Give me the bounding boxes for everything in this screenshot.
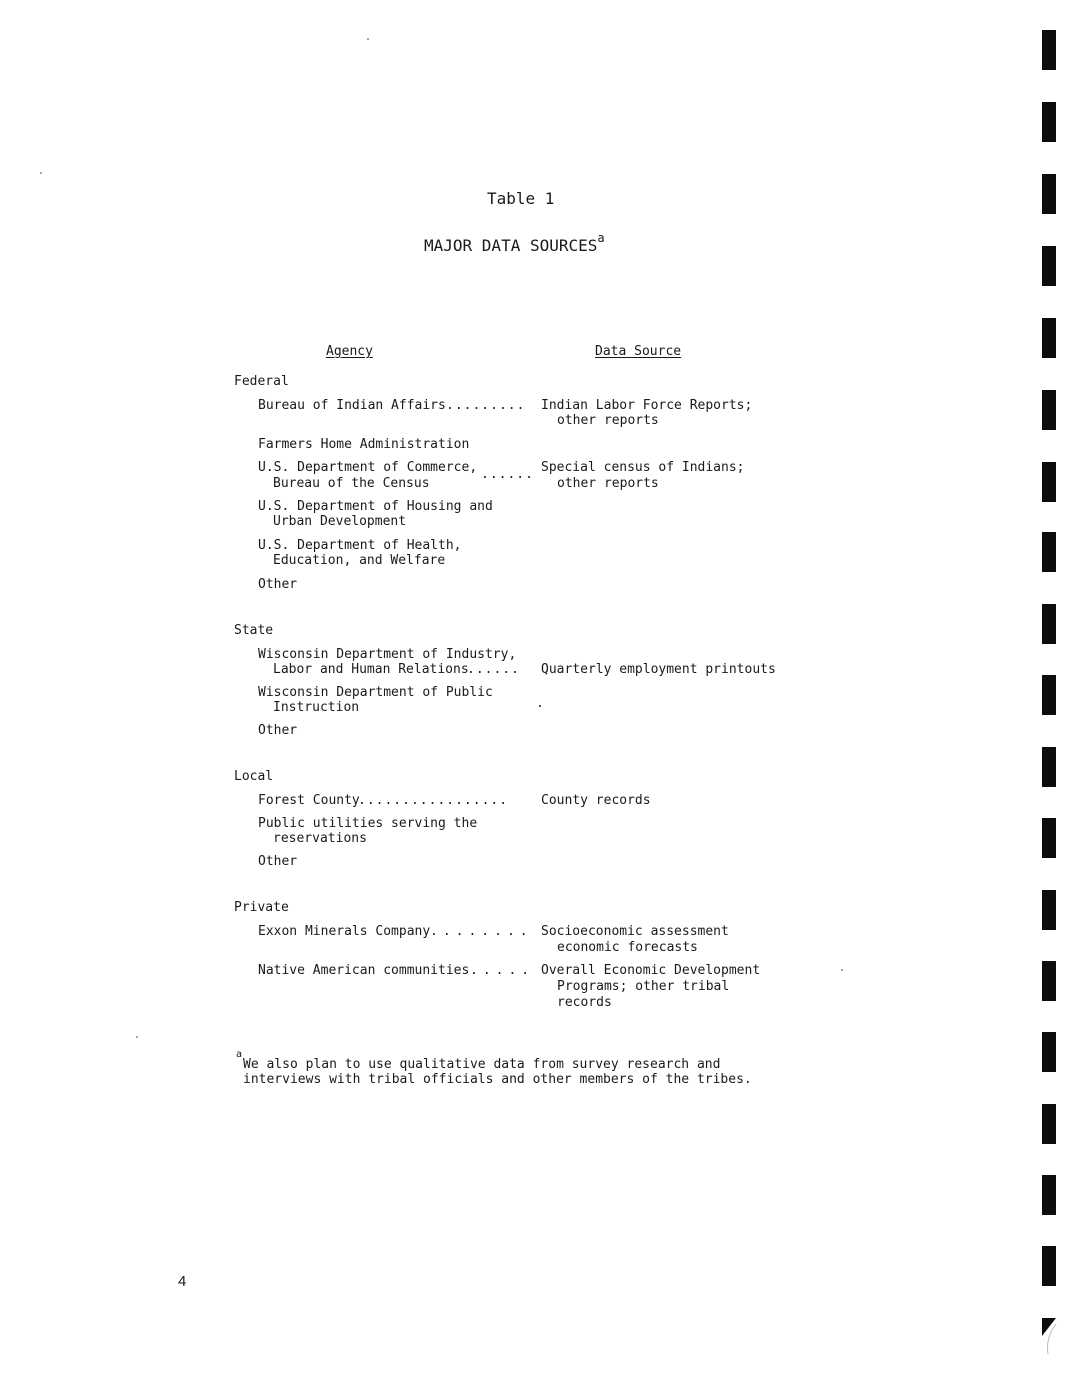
agency-dpi-line1: Wisconsin Department of Public xyxy=(258,685,493,700)
binding-hole xyxy=(1042,1246,1056,1286)
source-native-line1: Overall Economic Development xyxy=(541,963,761,978)
binding-hole xyxy=(1042,1175,1056,1215)
binding-hole xyxy=(1042,30,1056,70)
leader-dot: . xyxy=(536,696,544,711)
agency-utilities-line2: reservations xyxy=(273,831,367,846)
agency-dilhr-line1: Wisconsin Department of Industry, xyxy=(258,647,517,662)
agency-bia: Bureau of Indian Affairs xyxy=(258,398,446,413)
agency-hud-line2: Urban Development xyxy=(273,514,407,529)
binding-hole xyxy=(1042,318,1056,358)
source-exxon-line1: Socioeconomic assessment xyxy=(541,924,729,939)
binding-hole xyxy=(1042,747,1056,787)
source-bia-line2: other reports xyxy=(557,413,659,428)
agency-federal-other: Other xyxy=(258,577,298,592)
binding-hole xyxy=(1042,675,1056,715)
binding-hole-partial-icon xyxy=(1040,1316,1060,1360)
leader-dots: ...... xyxy=(481,467,534,482)
footnote-line1: We also plan to use qualitative data from survey research and xyxy=(243,1057,721,1072)
binding-hole xyxy=(1042,532,1056,572)
binding-hole xyxy=(1042,1104,1056,1144)
leader-dots: ................. xyxy=(358,793,509,808)
footnote-marker: a xyxy=(236,1049,243,1060)
binding-hole xyxy=(1042,818,1056,858)
binding-hole xyxy=(1042,246,1056,286)
table-number: Table 1 xyxy=(487,189,555,208)
source-forest-county: County records xyxy=(541,793,651,808)
leader-dots: ......... xyxy=(446,398,526,413)
binding-hole xyxy=(1042,604,1056,644)
section-heading-local: Local xyxy=(234,769,274,784)
column-header-agency: Agency xyxy=(326,344,373,359)
leader-dots: ........ xyxy=(430,924,533,939)
agency-commerce-line2: Bureau of the Census xyxy=(273,476,430,491)
source-native-line3: records xyxy=(557,995,612,1010)
source-dilhr: Quarterly employment printouts xyxy=(541,662,776,677)
table-title xyxy=(424,231,605,255)
agency-hew-line2: Education, and Welfare xyxy=(273,553,446,568)
agency-dilhr-line2: Labor and Human Relations xyxy=(273,662,469,677)
agency-hud-line1: U.S. Department of Housing and xyxy=(258,499,493,514)
source-bia-line1: Indian Labor Force Reports; xyxy=(541,398,753,413)
page-number: 4 xyxy=(178,1273,187,1290)
section-heading-state: State xyxy=(234,623,274,638)
source-native-line2: Programs; other tribal xyxy=(557,979,730,994)
binding-hole xyxy=(1042,462,1056,502)
section-heading-federal: Federal xyxy=(234,374,289,389)
scan-speck xyxy=(841,969,843,971)
section-heading-private: Private xyxy=(234,900,289,915)
agency-forest-county: Forest County xyxy=(258,793,360,808)
binding-hole xyxy=(1042,961,1056,1001)
scan-speck xyxy=(136,1036,138,1038)
column-header-data-source: Data Source xyxy=(595,344,682,359)
table-title-text: MAJOR DATA SOURCES xyxy=(424,236,598,255)
binding-hole xyxy=(1042,1032,1056,1072)
binding-hole xyxy=(1042,390,1056,430)
binding-hole xyxy=(1042,102,1056,142)
footnote-line2: interviews with tribal officials and other members of the tribes. xyxy=(243,1072,752,1087)
leader-dots: ...... xyxy=(467,662,520,677)
binding-hole xyxy=(1042,890,1056,930)
agency-dpi-line2: Instruction xyxy=(273,700,360,715)
scan-speck xyxy=(40,172,42,174)
source-exxon-line2: economic forecasts xyxy=(557,940,698,955)
binding-hole xyxy=(1042,174,1056,214)
source-commerce-line2: other reports xyxy=(557,476,659,491)
agency-hew-line1: U.S. Department of Health, xyxy=(258,538,462,553)
leader-dots: ..... xyxy=(470,963,535,978)
agency-state-other: Other xyxy=(258,723,298,738)
agency-local-other: Other xyxy=(258,854,298,869)
agency-fha: Farmers Home Administration xyxy=(258,437,470,452)
agency-native-american: Native American communities xyxy=(258,963,470,978)
title-footnote-marker: a xyxy=(597,231,605,245)
agency-exxon: Exxon Minerals Company xyxy=(258,924,431,939)
scan-speck xyxy=(367,38,369,40)
agency-utilities-line1: Public utilities serving the xyxy=(258,816,478,831)
source-commerce-line1: Special census of Indians; xyxy=(541,460,745,475)
agency-commerce-line1: U.S. Department of Commerce, xyxy=(258,460,478,475)
